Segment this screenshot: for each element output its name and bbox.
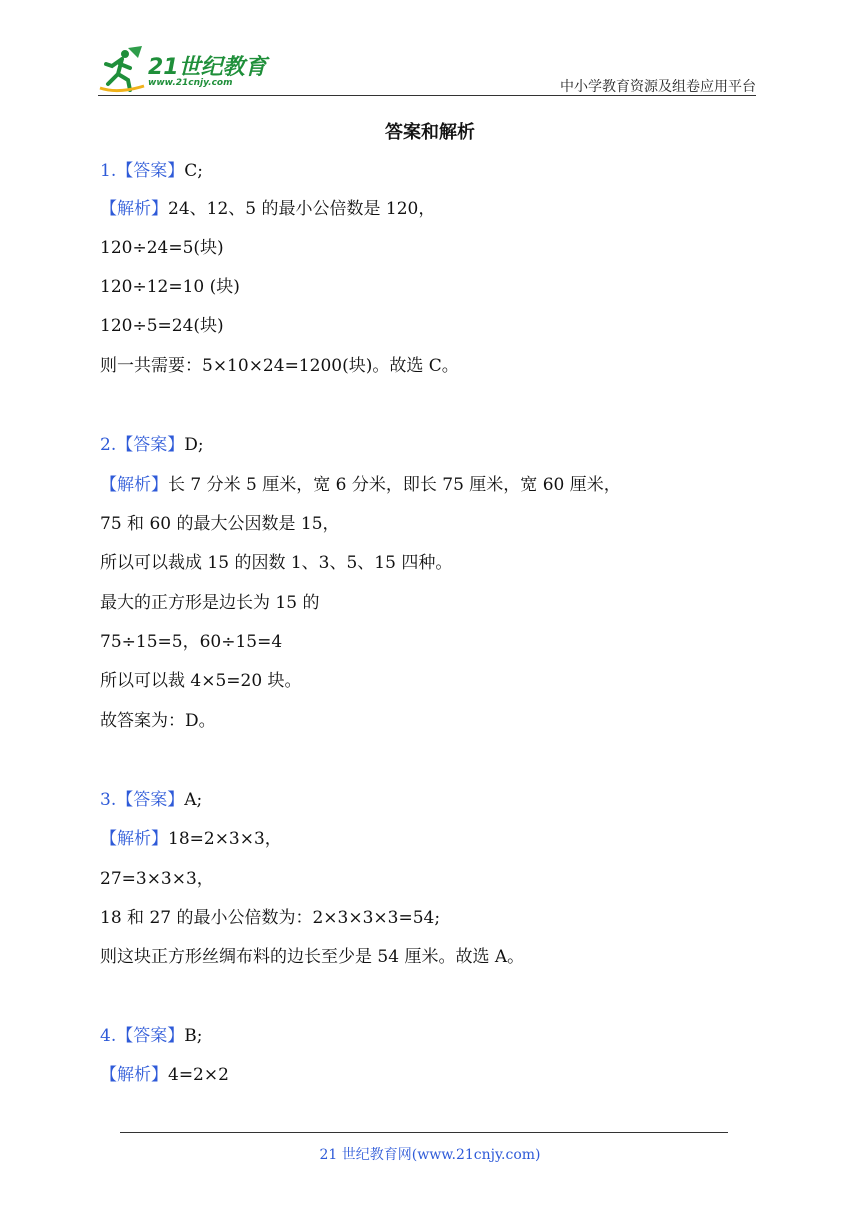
q1-number: 1.: [100, 161, 117, 181]
q3-answer-value: A;: [184, 790, 203, 810]
runner-logo-icon: [98, 44, 146, 94]
q4-explanation-tag: 【解析】: [100, 1065, 168, 1085]
q4-explanation: [100, 1064, 229, 1086]
q1-explanation: [100, 198, 435, 220]
q3-explanation-tag: 【解析】: [100, 829, 168, 849]
q1-explanation-tag: 【解析】: [100, 199, 168, 219]
q2-line: 所以可以裁 4×5=20 块。: [100, 671, 302, 691]
q1-line: 120÷12=10 (块): [100, 277, 240, 297]
logo: [98, 44, 288, 96]
q4-number: 4.: [100, 1026, 117, 1046]
q1-line: 120÷24=5(块): [100, 238, 224, 258]
q2-line: 最大的正方形是边长为 15 的: [100, 593, 320, 613]
q1-answer-value: C;: [184, 161, 203, 181]
q2-line: 所以可以裁成 15 的因数 1、3、5、15 四种。: [100, 553, 453, 573]
q4-answer-tag: 【答案】: [116, 1026, 185, 1046]
q4-answer: [100, 1025, 202, 1047]
page-title: 答案和解析: [385, 122, 475, 143]
q1-explanation-text: 24、12、5 的最小公倍数是 120，: [168, 199, 436, 219]
q1-line: 则一共需要：5×10×24=1200(块)。故选 C。: [100, 356, 459, 376]
q1-answer-tag: 【答案】: [116, 161, 185, 181]
platform-name: 中小学教育资源及组卷应用平台: [560, 79, 756, 95]
q2-line: 故答案为：D。: [100, 711, 216, 731]
q2-explanation-tag: 【解析】: [100, 475, 168, 495]
logo-url: www.21cnjy.com: [148, 78, 233, 88]
logo-text: 21世纪教育: [148, 55, 267, 80]
q1-answer: [100, 160, 203, 182]
q1-line: 120÷5=24(块): [100, 316, 224, 336]
q3-line: 27=3×3×3，: [100, 869, 214, 889]
q3-answer-tag: 【答案】: [116, 790, 185, 810]
q3-number: 3.: [100, 790, 117, 810]
q4-explanation-text: 4=2×2: [168, 1065, 229, 1085]
q3-explanation: [100, 828, 282, 850]
q2-answer-tag: 【答案】: [116, 435, 185, 455]
page-header: [98, 40, 756, 98]
footer-divider: [120, 1132, 728, 1133]
q3-line: 18 和 27 的最小公倍数为：2×3×3×3=54;: [100, 908, 441, 928]
q2-explanation-text: 长 7 分米 5 厘米，宽 6 分米，即长 75 厘米，宽 60 厘米，: [168, 475, 621, 495]
q3-explanation-text: 18=2×3×3，: [168, 829, 282, 849]
header-divider: [98, 95, 756, 96]
footer-link[interactable]: 21 世纪教育网(www.21cnjy.com): [319, 1147, 541, 1163]
q3-line: 则这块正方形丝绸布料的边长至少是 54 厘米。故选 A。: [100, 947, 525, 967]
q2-answer: [100, 434, 204, 456]
q2-explanation: [100, 474, 621, 496]
q2-line: 75÷15=5，60÷15=4: [100, 632, 283, 652]
q2-number: 2.: [100, 435, 117, 455]
q4-answer-value: B;: [184, 1026, 203, 1046]
q3-answer: [100, 789, 202, 811]
q2-line: 75 和 60 的最大公因数是 15，: [100, 514, 340, 534]
q2-answer-value: D;: [184, 435, 204, 455]
